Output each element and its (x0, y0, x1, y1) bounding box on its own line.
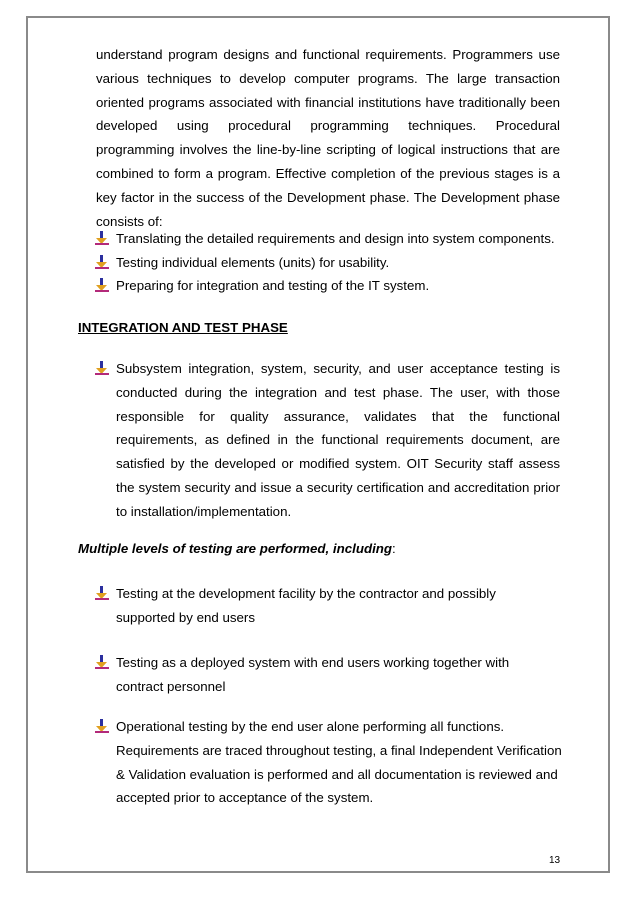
list-item-text: Testing at the development facility by the contractor and possibly supported by end users (116, 586, 496, 625)
down-arrow-bullet-icon (94, 230, 110, 246)
down-arrow-bullet-icon (94, 654, 110, 670)
down-arrow-bullet-icon (94, 254, 110, 270)
integration-text: Subsystem integration, system, security, and user acceptance testing is conducted during the integration and test phase. The user, with those responsible for quality assurance, validates that the functional requirements, as defined in the functional requirements document, are satisfied by the developed or modified system. OIT Security staff assess the system security and issue a security certification and accreditation prior to installation/implementation. (116, 361, 560, 519)
section-heading-integration: INTEGRATION AND TEST PHASE (78, 320, 288, 335)
testing-levels-heading-text: Multiple levels of testing are performed, including (78, 541, 393, 556)
down-arrow-bullet-icon (94, 585, 110, 601)
list-item (116, 227, 566, 251)
list-item (116, 651, 556, 699)
list-item-text: Operational testing by the end user alone performing all functions. Requirements are traced throughout testing, a final Independent Verification & Validation evaluation is performed and all documentation is reviewed and accepted prior to acceptance of the system. (116, 719, 562, 806)
intro-paragraph: understand program designs and functional requirements. Programmers use various techniques to develop computer programs. The large transaction oriented programs associated with financial institutions have traditionally been developed using procedural programming techniques. Procedural programming involves the line-by-line scripting of logical instructions that are combined to form a program. Effective completion of the previous stages is a key factor in the success of the Development phase. The Development phase consists of: (96, 47, 560, 229)
heading-colon: : (392, 541, 396, 556)
down-arrow-bullet-icon (94, 360, 110, 376)
list-item-text: Preparing for integration and testing of the IT system. (116, 278, 430, 293)
integration-paragraph (116, 357, 560, 524)
list-item-text: Testing as a deployed system with end users working together with contract personnel (116, 655, 510, 694)
down-arrow-bullet-icon (94, 277, 110, 293)
down-arrow-bullet-icon (94, 718, 110, 734)
list-item (116, 715, 564, 810)
page-number: 13 (549, 855, 561, 866)
list-item-text: Testing individual elements (units) for usability. (116, 255, 390, 270)
section-heading-testing-levels (78, 541, 396, 556)
list-item (116, 274, 566, 298)
list-item (116, 582, 556, 630)
list-item-text: Translating the detailed requirements and design into system components. (116, 231, 555, 246)
list-item (116, 251, 566, 275)
